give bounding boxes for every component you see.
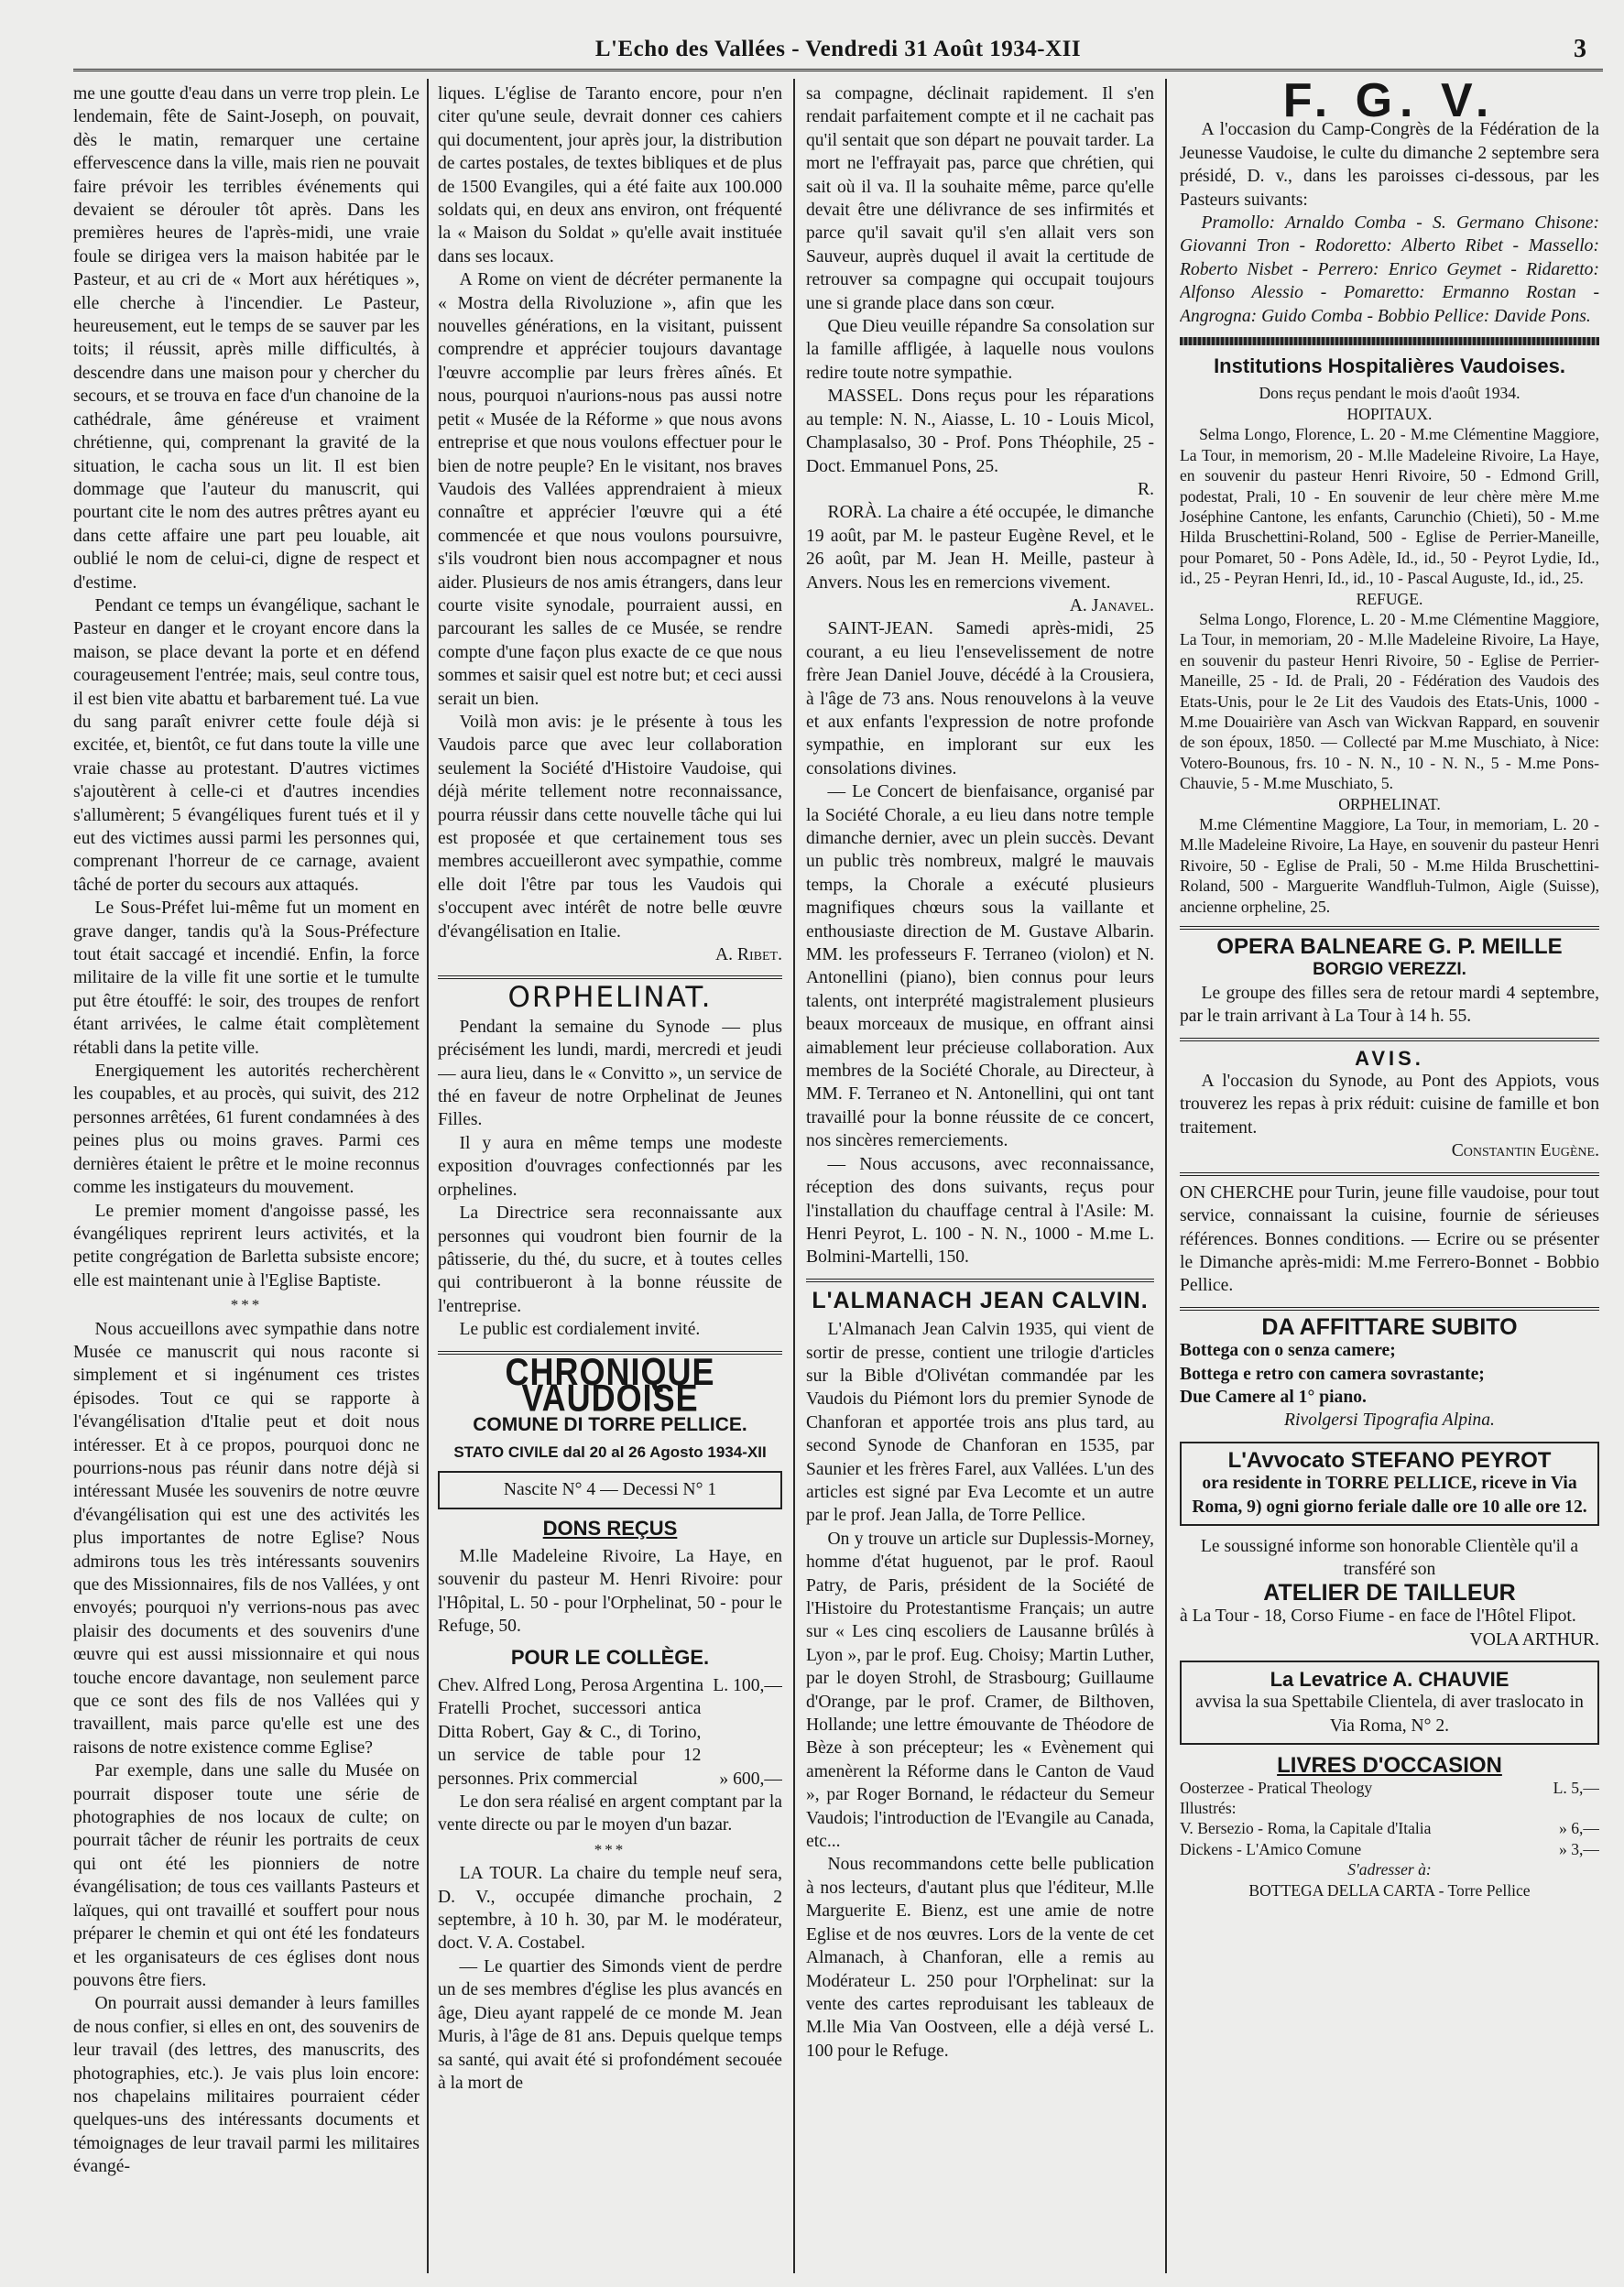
tailleur-title: ATELIER DE TAILLEUR — [1263, 1579, 1516, 1606]
article-paragraph: Que Dieu veuille répandre Sa consolation sur la famille affligée, à laquelle nous voulons redire toute notre sympathie. — [806, 317, 1154, 383]
concert-paragraph: — Le Concert de bienfaisance, organisé par la Société Chorale, a eu lieu dans notre temple dimanche dernier, avec un plein succès. Devant un public très nombreux, malgré le mauvais temps, la Chorale a exécuté plusieurs magnifiques chœurs sous la vaillante et enthousiaste direction de M. Gustave Albarin. MM. les professeurs F. Terraneo (violon) et N. Antonellini (piano), bien connus pour leurs talents, ont interprété magistralement plusieurs beaux morceaux de musique, en offrant ainsi aimablement leur précieuse collaboration. Aux membres de la Société Chorale, au Directeur, à MM. F. Terraneo et N. Antonellini, qui ont tant travaillé pour la bonne réussite de ce concert, nos sincères remerciements. — [806, 782, 1154, 1151]
college-title: POUR LE COLLÈGE. — [510, 1645, 710, 1669]
opera-paragraph: Le groupe des filles sera de retour mardi 4 septembre, par le train arrivant à La Tour à 14 h. 55. — [1180, 983, 1599, 1027]
article-paragraph: Nous accueillons avec sympathie dans notre Musée ce manuscrit qui nous raconte si simplement et si ingénument ces tristes épisodes. Tout ce qui se rapporte à l'évangélisation d'Italie peut et doit nous intéresser. Et à ce propos, pourquoi donc ne pourrions-nous pas réunir dans notre déjà si intéressant Musée les souvenirs de notre œuvre d'évangélisation qui est une des activités les plus importantes de notre Eglise? Nous admirons tous les très intéressants souvenirs que des Missionnaires, fils de nos Vallées, y ont envoyés; pourquoi n'y verrions-nous pas avec plaisir des documents et des souvenirs d'une œuvre qui est aussi missionnaire et qui nous touche encore davantage, non seulement parce que ce sont des fils de nos Vallées qui y travaillent, mais parce qu'elle est une des raisons de notre existence comme Eglise? — [73, 1319, 420, 1758]
massel-signature: R. — [1138, 479, 1154, 499]
orphelinat-list: M.me Clémentine Maggiore, La Tour, in memoriam, L. 20 - M.lle Madeleine Rivoire, La Haye, en souvenir du pasteur Henri Rivoire, 50 - Eglise de Prali, 50 - M.me Hilda Bruschettini-Roland, 500 - Marguerite Wandfluh-Tulmon, Aigle (Suisse), ancienne orpheline, 25. — [1180, 815, 1599, 916]
almanach-paragraph: On y trouve un article sur Duplessis-Morney, homme d'état huguenot, par le prof. Raoul Patry, de Paris, président de la Société de l'Histoire du Protestantisme Français; un autre sur « Les cinq escoliers de Lausanne brûlés à Lyon », par le prof. Eug. Choisy; Martin Luther, par le doyen Strohl, de Strasbourg; Guillaume d'Orange, par le prof. Cramer, de Bilthoven, Hollande; une lettre émouvante de Théodore de Bèze à son précepteur; les « Evènement qui amenèrent la Réforme dans le Canton de Vaud », par Roger Bornand, le rédacteur du Semeur Vaudois; l'introduction de l'Evangile au Canada, etc... — [806, 1529, 1154, 1852]
article-paragraph: Pendant ce temps un évangélique, sachant le Pasteur en danger et le croyant encore dans la maison, se place devant la porte et en défend courageusement l'entrée; mais, seul contre tous, il est bien vite abattu et barbarement tué. La vue du sang paraît enivrer cette foule déjà si excitée, et, bientôt, ce fut dans toute la ville une vraie chasse au protestant. D'autres victimes s'ajoutèrent à celle-ci et d'autres incendies s'allumèrent; 5 évangéliques furent tués et il y eut des victimes aussi parmi les personnes qui, comprenant l'horreur de ce carnage, avaient tâché de porter du secours aux attaqués. — [73, 595, 420, 895]
orphelinat-paragraph: La Directrice sera reconnaissante aux personnes qui voudront bien fournir de la pâtisserie, du thé, du sucre, et à toutes celles qui contribueront à la bonne réussite de l'entreprise. — [438, 1203, 782, 1316]
orphelinat-heading: ORPHELINAT. — [1338, 794, 1441, 813]
livres-address: BOTTEGA DELLA CARTA - Torre Pellice — [1248, 1880, 1531, 1900]
rora-paragraph: RORÀ. La chaire a été occupée, le dimanche 19 août, par M. le pasteur Eugène Revel, et le 26 août, par M. Jean H. Meille, pasteur à Anvers. Nous les en remercions vivement. — [806, 503, 1154, 593]
avvocato-text: ora residente in TORRE PELLICE, riceve in Via Roma, 9) ogni giorno feriale dalle ore 10 alle ore 12. — [1192, 1474, 1587, 1517]
accusons-paragraph: — Nous accusons, avec reconnaissance, réception des dons suivants, reçus pour l'installation du chauffage central à l'Asile: M. Henri Peyrot, L. 100 - N. N., 1000 - M.me L. Bolmini-Martelli, 150. — [806, 1154, 1154, 1268]
article-paragraph: Voilà mon avis: je le présente à tous les Vaudois parce que avec leur collaboration seulement la Société d'Histoire Vaudoise, qui déjà mérite tellement notre reconnaissance, pourra réussir dans cette nouvelle tâche qui lui est proposée et que certainement tous ses membres accueilleront avec sympathie, comme elle doit l'être par tous les Vaudois qui s'occupent avec intérêt de notre belle œuvre d'évangélisation en Italie. — [438, 712, 782, 942]
donor-name: Fratelli Prochet, successori antica Ditta Robert, Gay & C., di Torino, un service de table pour 12 personnes. Prix commercial — [438, 1699, 702, 1789]
refuge-list: Selma Longo, Florence, L. 20 - M.me Clémentine Maggiore, La Tour, in memoriam, 20 - M.lle Madeleine Rivoire, La Haye, en souvenir du pasteur Henri Rivoire, 50 - Eglise de Perrier-Maneille, 25 - Id. de Prali, 20 - Fédération des Vaudois des Etats-Unis, pour le 2e Lit des Vaudois des Etats-Unis, 1000 - M.me Douairière van Asch van Wickvan Rappard, en souvenir de son époux, 1850. — Collecté par M.me Muschiato, à Nice: Votero-Bounous, frs. 10 - N. N., 10 - N. N., 5 - M.me Pons-Chauvie, 5 - M.me Muschiato, 5. — [1180, 609, 1599, 793]
almanach-paragraph: L'Almanach Jean Calvin 1935, qui vient de sortir de presse, contient une trilogie d'articles sur la Bible d'Olivétan commandée par les Vaudois du Piémont lors du premier Synode de Chanforan et apportée trois ans plus tard, au second Synode de Chanforan en 1535, par Saunier et les frères Farel, aux Vallées. L'un des articles est signé par Eva Lecomte et un autre par le prof. Jean Jalla, de Torre Pellice. — [806, 1320, 1154, 1526]
article-paragraph: liques. L'église de Taranto encore, pour n'en citer qu'une seule, devrait donner ces cahiers qui documentent, jour après jour, la distribution de cartes postales, de textes bibliques et de plus de 1500 Evangiles, qui a été faite aux 100.000 soldats qui, en deux ans environ, ont fréquenté la « Maison du Soldat » qu'elle avait instituée dans ses locaux. — [438, 84, 782, 267]
hopitaux-heading: HOPITAUX. — [1346, 404, 1433, 423]
fgv-title: F. G. V. — [1282, 82, 1497, 127]
opera-subtitle: BORGIO VEREZZI. — [1313, 960, 1466, 980]
livres-row — [1180, 1818, 1599, 1838]
column-rule — [1165, 79, 1167, 2273]
divider — [1180, 337, 1599, 345]
hopitaux-list: Selma Longo, Florence, L. 20 - M.me Clémentine Maggiore, La Tour, in memorism, 20 - M.lle Madeleine Rivoire, La Haye, en souvenir du pasteur Henri Rivoire, 50 - Edmond Grill, podestat, Prali, 10 - En souvenir de leur chère mère M.me Joséphine Cantone, les enfants, Carunchio (Chieti), 50 - M.me Hilda Bruschettini-Roland, 500 - Eglise de Perrier-Maneille, pour Pomaret, 50 - Pons Adèle, Id., id., 50 - Peyrot Lydie, Id., id., 25 - Peyran Henri, Id., id., 10 - Pascal Auguste, Id., id., 25. — [1180, 425, 1599, 588]
column-3 — [806, 82, 1154, 2271]
article-paragraph: Energiquement les autorités recherchèrent les coupables, et au procès, qui suivit, des 212 personnes arrêtées, 61 furent condamnées à des peines plus ou moins graves. Parmi ces dernières étaient le prêtre et le moine reconnus comme les instigateurs du mouvement. — [73, 1062, 420, 1198]
stjean-paragraph: SAINT-JEAN. Samedi après-midi, 25 courant, a eu lieu l'ensevelissement de notre frère Jean Daniel Jouve, décédé à la Crousiera, à l'âge de 73 ans. Nous renouvelons à la veuve et aux enfants l'expression de notre profonde sympathie, en implorant sur eux les consolations divines. — [806, 619, 1154, 779]
rora-signature: A. Janavel. — [1069, 595, 1154, 615]
levatrice-text: avvisa la sua Spettabile Clientela, di aver traslocato in Via Roma, N° 2. — [1195, 1693, 1584, 1736]
fgv-paragraph: A l'occasion du Camp-Congrès de la Fédération de la Jeunesse Vaudoise, le culte du dimanche 2 septembre sera présidé, D. v., dans les paroisses ci-dessous, par les Pasteurs suivants: — [1180, 120, 1599, 210]
affittare-line: Bottega con o senza camere; — [1180, 1341, 1396, 1361]
comune-heading: COMUNE DI TORRE PELLICE. — [473, 1414, 747, 1436]
avis-paragraph: A l'occasion du Synode, au Pont des Appiots, vous trouverez les repas à prix réduit: cuisine de famille et bon traitement. — [1180, 1072, 1599, 1138]
article-paragraph: On pourrait aussi demander à leurs familles de nous confier, si elles en ont, des souvenirs de leur travail (des lettres, des manuscrits, des photographies, etc.). Je vais plus loin encore: nos chapelains militaires pourraient céder quelques-uns des intéressants documents et témoignages de leur travail parmi les militaires évangé- — [73, 1994, 420, 2177]
orphelinat-paragraph: Le public est cordialement invité. — [459, 1320, 701, 1340]
orphelinat-title: ORPHELINAT. — [507, 981, 713, 1015]
cherche-ad: ON CHERCHE pour Turin, jeune fille vaudoise, pour tout service, connaissant la cuisine, fournie de sérieuses références. Bonnes conditions. — Ecrire ou se présenter le Dimanche après-midi: M.me Ferrero-Bonnet - Bobbio Pellice. — [1180, 1182, 1599, 1296]
livres-row — [1180, 1839, 1599, 1859]
avvocato-title: L'Avvocato STEFANO PEYROT — [1227, 1447, 1552, 1473]
donor-amount: L. 100,— — [713, 1676, 782, 1695]
institutions-title: Institutions Hospitalières Vaudoises. — [1214, 354, 1565, 378]
affittare-title: DA AFFITTARE SUBITO — [1261, 1313, 1518, 1340]
article-paragraph: Le Sous-Préfet lui-même fut un moment en grave danger, tandis qu'à la Sous-Préfecture tout était saccagé et incendié. Enfin, la force militaire de la ville fit une sortie et le tumulte put être étouffé: le soir, des troupes de renfort étant arrivées, le calme était complètement rétabli dans la petite ville. — [73, 898, 420, 1058]
almanach-title: L'ALMANACH JEAN CALVIN. — [812, 1287, 1149, 1313]
book-price: L. 5,— — [1553, 1778, 1599, 1797]
tailleur-intro: Le soussigné informe son honorable Clientèle qu'il a transféré son — [1200, 1536, 1579, 1580]
institutions-subtitle: Dons reçus pendant le mois d'août 1934. — [1259, 384, 1520, 403]
section-separator: *** — [230, 1296, 263, 1314]
levatrice-title: La Levatrice A. CHAUVIE — [1270, 1668, 1510, 1691]
affittare-signature: Rivolgersi Tipografia Alpina. — [1284, 1410, 1495, 1431]
page-header — [73, 35, 1603, 71]
divider — [1180, 1172, 1599, 1176]
article-paragraph: A Rome on vient de décréter permanente la « Mostra della Rivoluzione », afin que les nouvelles générations, en la visitant, puissent comprendre et apprécier toujours davantage l'œuvre accomplie par leurs frères aînés. Et nous, pourquoi n'aurions-nous pas aussi notre petit « Musée de la Réforme » que nous avons entreprise et que nous voulons effectuer pour le bien de notre peuple? En le visitant, nos braves Vaudois des Vallées apprendraient à mieux connaître et apprécier l'œuvre qui a été commencée et que nous voulons poursuivre, s'ils voudront bien nous accompagner et nous aider. Plusieurs de nos amis étrangers, dans leur courte visite synodale, pourraient aussi, en parcourant les salles de ce Musée, se rendre compte d'une façon plus exacte de ce que nous sommes et saisir quel est notre but; et ceci aussi serait un bien. — [438, 270, 782, 709]
livres-row — [1180, 1778, 1599, 1798]
orphelinat-paragraph: Pendant la semaine du Synode — plus précisément les lundi, mardi, mercredi et jeudi — aura lieu, dans le « Convitto », un service de thé en faveur de notre Orphelinat de Jeunes Filles. — [438, 1017, 782, 1130]
dons-paragraph: M.lle Madeleine Rivoire, La Haye, en souvenir du pasteur M. Henri Rivoire: pour l'Hôpital, L. 50 - pour l'Orphelinat, 50 - pour le Refuge, 50. — [438, 1546, 782, 1637]
book-title: Oosterzee - Pratical Theology — [1180, 1778, 1373, 1797]
almanach-paragraph: Nous recommandons cette belle publication à nos lecteurs, d'autant plus que l'éditeur, M.lle Marguerite E. Bienz, est une amie de notre Eglise et de nos œuvres. Lors de la vente de cet Almanach, à Chanforan, elle a remis au Modérateur L. 250 pour l'Orphelinat: sur la vente des cartes reproduisant les tableaux de M.lle Mia Van Oostveen, elle a déjà versé L. 100 pour le Refuge. — [806, 1855, 1154, 2061]
page-number: 3 — [1574, 35, 1586, 63]
divider — [1180, 926, 1599, 930]
stato-civile: STATO CIVILE dal 20 al 26 Agosto 1934-XII — [453, 1443, 767, 1461]
latour-paragraph: — Le quartier des Simonds vient de perdre un de ses membres d'église les plus avancés en âge, Dieu ayant rappelé de ce monde M. Jean Muris, à l'âge de 81 ans. Depuis quelque temps sa santé, qui avait été si profondément secouée à la mort de — [438, 1956, 782, 2093]
article-paragraph: Par exemple, dans une salle du Musée on pourrait disposer toute une série de photographies de nos locaux de culte; on pourrait tâcher de réunir les portraits de ceux qui ont été les pionniers de notre évangélisation; de tous ces vaillants Pasteurs et laïques, qui ont travaillé et souffert pour nous préparer le chemin et qui ont été les fondateurs et les organisateurs de ces églises dont nous pouvons être fiers. — [73, 1761, 420, 1990]
college-row — [438, 1674, 782, 1697]
tailleur-signature: VOLA ARTHUR. — [1469, 1629, 1599, 1650]
opera-title: OPERA BALNEARE G. P. MEILLE — [1216, 934, 1563, 960]
nascite-box: Nascite N° 4 — Decessi N° 1 — [438, 1471, 782, 1508]
refuge-heading: REFUGE. — [1356, 589, 1423, 608]
levatrice-ad — [1180, 1661, 1599, 1745]
column-4 — [1180, 82, 1599, 2271]
avis-signature: Constantin Eugène. — [1451, 1141, 1599, 1161]
affittare-line: Due Camere al 1° piano. — [1180, 1387, 1367, 1407]
newspaper-title: L'Echo des Vallées - Vendredi 31 Août 1934-XII — [594, 37, 1082, 61]
divider — [438, 975, 782, 979]
avis-title: AVIS. — [1355, 1046, 1424, 1070]
tailleur-text: à La Tour - 18, Corso Fiume - en face de l'Hôtel Flipot. — [1180, 1606, 1576, 1627]
column-rule — [427, 79, 429, 2273]
book-title: Dickens - L'Amico Comune — [1180, 1839, 1362, 1858]
divider — [1180, 1307, 1599, 1311]
college-note: Le don sera réalisé en argent comptant par la vente directe ou par le moyen d'un bazar. — [438, 1792, 782, 1835]
column-1 — [73, 82, 420, 2271]
affittare-line: Bottega e retro con camera sovrastante; — [1180, 1364, 1485, 1384]
fgv-list: Pramollo: Arnaldo Comba - S. Germano Chisone: Giovanni Tron - Rodoretto: Alberto Ribet - Massello: Roberto Nisbet - Perrero: Enrico Geymet - Ridaretto: Alfonso Alessio - Pomaretto: Ermanno Rostan - Angrogna: Guido Comba - Bobbio Pellice: Davide Pons. — [1180, 213, 1599, 326]
dons-title: DONS REÇUS — [542, 1516, 678, 1540]
book-price: » 6,— — [1559, 1819, 1599, 1838]
divider — [1180, 1038, 1599, 1041]
column-rule — [793, 79, 795, 2273]
book-price: » 3,— — [1559, 1839, 1599, 1858]
college-row — [438, 1697, 782, 1791]
latour-paragraph: LA TOUR. La chaire du temple neuf sera, D. V., occupée dimanche prochain, 2 septembre, à 10 h. 30, par M. le modérateur, doct. V. A. Costabel. — [438, 1864, 782, 1954]
donor-amount: » 600,— — [719, 1769, 782, 1789]
book-title: Illustrés: — [1180, 1799, 1237, 1818]
article-paragraph: me une goutte d'eau dans un verre trop plein. Le lendemain, fête de Saint-Joseph, on pouvait, dès le matin, remarquer une certaine effervescence dans la ville, mais rien ne pouvait faire prévoir les terribles événements qui devaient se dérouler tôt après. Dans les premières heures de l'après-midi, une vraie foule se dirigea vers la maison habitée par le Pasteur, et au cri de « Mort aux hérétiques », elle cherche à l'incendier. Le Pasteur, heureusement, eut le temps de se sauver par les toits; il réussit, après mille difficultés, à descendre dans une maison pour y chercher du secours, et se trouva en face d'un chanoine de la cathédrale, âme généreuse et vraiment chrétienne, qui, comprenant la gravité de la situation, le cacha sous un lit. Il est bien dommage que l'auteur du manuscrit, qui pourtant cite le nom des autres prêtres ayant eu dans cette affaire une part peu louable, ait oublié le nom de celui-ci, digne de respect et d'estime. — [73, 84, 420, 593]
book-title: V. Bersezio - Roma, la Capitale d'Italia — [1180, 1819, 1432, 1838]
article-paragraph: sa compagne, déclinait rapidement. Il s'en rendait parfaitement compte et il ne cachait pas qu'il sentait que son départ ne pouvait tarder. La mort ne l'effrayait pas, parce que chrétien, qui sait où il va. Il la souhaite même, parce qu'elle devait être une délivrance de ses infirmités et parce qu'il savait qu'il s'en allait vers son Sauveur, auprès duquel il avait la certitude de retrouver sa compagne qui occupait toujours une si grande place dans son cœur. — [806, 84, 1154, 313]
article-paragraph: Le premier moment d'angoisse passé, les évangéliques reprirent leurs activités, et la petite congrégation de Barletta subsiste encore; elle est maintenant unie à l'Eglise Baptiste. — [73, 1201, 420, 1291]
section-separator: *** — [594, 1840, 627, 1858]
article-signature: A. Ribet. — [714, 945, 782, 965]
donor-name: Chev. Alfred Long, Perosa Argentina — [438, 1676, 704, 1695]
orphelinat-paragraph: Il y aura en même temps une modeste exposition d'ouvrages confectionnés par les orphelines. — [438, 1133, 782, 1200]
column-2 — [438, 82, 782, 2271]
massel-paragraph: MASSEL. Dons reçus pour les réparations au temple: N. N., Aiasse, L. 10 - Louis Micol, Champlasalso, 30 - Prof. Pons Théophile, 25 - Doct. Emmanuel Pons, 25. — [806, 387, 1154, 476]
livres-title: LIVRES D'OCCASION — [1277, 1753, 1502, 1779]
avvocato-ad — [1180, 1442, 1599, 1526]
divider — [806, 1279, 1154, 1282]
livres-row — [1180, 1798, 1599, 1818]
livres-address-label: S'adresser à: — [1347, 1860, 1432, 1879]
chronique-title: CHRONIQUE VAUDOISE — [505, 1349, 715, 1420]
